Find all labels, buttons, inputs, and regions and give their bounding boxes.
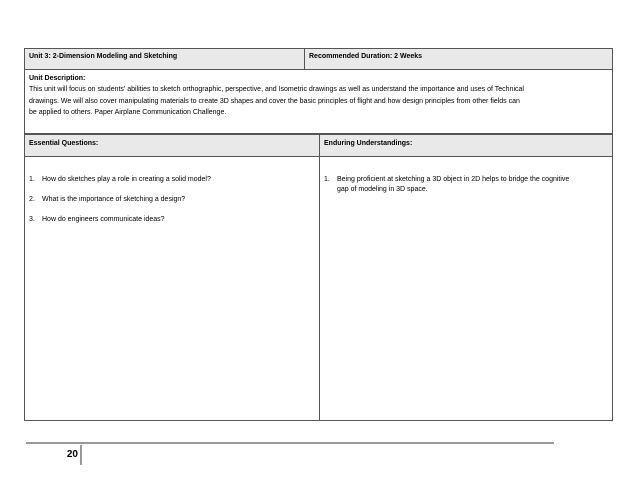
list-item xyxy=(324,175,609,197)
unit-description-title: Unit Description: xyxy=(29,75,86,82)
list-item-number: 3. xyxy=(29,216,35,223)
list-item-number: 1. xyxy=(29,176,35,183)
essential-questions-column xyxy=(25,135,320,420)
description-line: be applied to others. Paper Airplane Communication Challenge. xyxy=(29,108,227,116)
essential-questions-heading: Essential Questions: xyxy=(25,135,319,157)
list-item-number: 2. xyxy=(29,196,35,203)
recommended-duration: Recommended Duration: 2 Weeks xyxy=(309,53,423,60)
unit-description xyxy=(24,70,613,134)
description-line: drawings. We will also cover manipulating materials to create 3D shapes and cover the basic principles of flight and how design principles from other fields can xyxy=(29,97,520,105)
enduring-understandings-column xyxy=(320,135,612,420)
list-item-text: How do sketches play a role in creating a solid model? xyxy=(42,176,211,183)
page-number: 20 xyxy=(66,449,78,460)
unit-title: Unit 3: 2-Dimension Modeling and Sketching xyxy=(25,49,305,69)
list-item-text: What is the importance of sketching a design? xyxy=(42,196,186,203)
description-line: This unit will focus on students' abilities to sketch orthographic, perspective, and Isometric drawings as well as understand the importance and uses of Technical xyxy=(29,86,524,94)
questions-understandings-table xyxy=(24,134,613,421)
list-item-number: 1. xyxy=(324,176,330,183)
list-item-text: gap of modeling in 3D space. xyxy=(337,186,428,193)
page-number-divider xyxy=(80,445,82,465)
unit-header-row xyxy=(24,48,613,70)
list-item-text: How do engineers communicate ideas? xyxy=(42,216,165,223)
footer-divider xyxy=(26,442,554,444)
list-item-text: Being proficient at sketching a 3D object in 2D helps to bridge the cognitive xyxy=(337,176,570,183)
enduring-understandings-heading: Enduring Understandings: xyxy=(320,135,612,157)
